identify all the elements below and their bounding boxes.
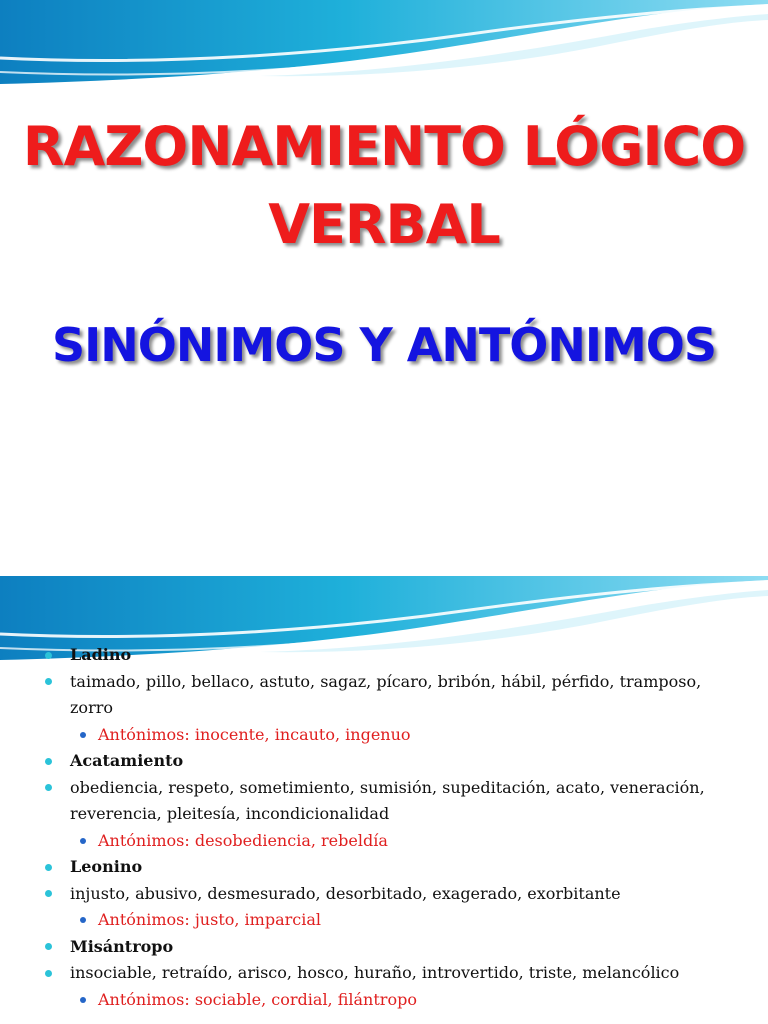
slide-title: RAZONAMIENTO LÓGICO VERBAL bbox=[22, 115, 746, 256]
antonyms-item bbox=[0, 722, 768, 749]
vocabulary-list bbox=[0, 642, 768, 1013]
term-label: Misántropo bbox=[70, 936, 174, 956]
synonyms-item bbox=[0, 669, 768, 722]
term-item bbox=[0, 934, 768, 961]
antonyms-item bbox=[0, 907, 768, 934]
antonyms-text: Antónimos: desobediencia, rebeldía bbox=[98, 830, 388, 850]
antonyms-text: Antónimos: sociable, cordial, filántropo bbox=[98, 989, 417, 1009]
term-item bbox=[0, 854, 768, 881]
bullet-icon bbox=[45, 970, 52, 977]
bullet-icon bbox=[45, 652, 52, 659]
slide-subtitle: SINÓNIMOS Y ANTÓNIMOS bbox=[51, 318, 716, 372]
term-label: Acatamiento bbox=[70, 751, 184, 770]
antonyms-item bbox=[0, 828, 768, 855]
bullet-icon bbox=[45, 678, 52, 685]
sub-bullet-icon bbox=[80, 838, 86, 844]
bullet-icon bbox=[45, 784, 52, 791]
wave-header-decoration bbox=[0, 0, 768, 96]
synonyms-text: obediencia, respeto, sometimiento, sumisión, supeditación, acato, veneración, reverencia, pleitesía, incondicionalidad bbox=[70, 777, 705, 823]
term-label: Ladino bbox=[70, 645, 132, 664]
bullet-icon bbox=[45, 890, 52, 897]
antonyms-text: Antónimos: inocente, incauto, ingenuo bbox=[98, 724, 411, 744]
antonyms-item bbox=[0, 987, 768, 1014]
antonyms-text: Antónimos: justo, imparcial bbox=[98, 910, 321, 929]
sub-bullet-icon bbox=[80, 917, 86, 923]
term-label: Leonino bbox=[70, 857, 143, 876]
synonyms-item bbox=[0, 775, 768, 828]
sub-bullet-icon bbox=[80, 997, 86, 1003]
term-item bbox=[0, 748, 768, 775]
synonyms-text: injusto, abusivo, desmesurado, desorbitado, exagerado, exorbitante bbox=[70, 883, 621, 903]
synonyms-item bbox=[0, 881, 768, 908]
content-slide bbox=[0, 576, 768, 1024]
bullet-icon bbox=[45, 943, 52, 950]
sub-bullet-icon bbox=[80, 732, 86, 738]
bullet-icon bbox=[45, 864, 52, 871]
synonyms-text: insociable, retraído, arisco, hosco, huraño, introvertido, triste, melancólico bbox=[70, 963, 680, 982]
synonyms-text: taimado, pillo, bellaco, astuto, sagaz, pícaro, bribón, hábil, pérfido, tramposo, zorro bbox=[70, 671, 702, 717]
term-item bbox=[0, 642, 768, 669]
synonyms-item bbox=[0, 960, 768, 987]
bullet-icon bbox=[45, 758, 52, 765]
